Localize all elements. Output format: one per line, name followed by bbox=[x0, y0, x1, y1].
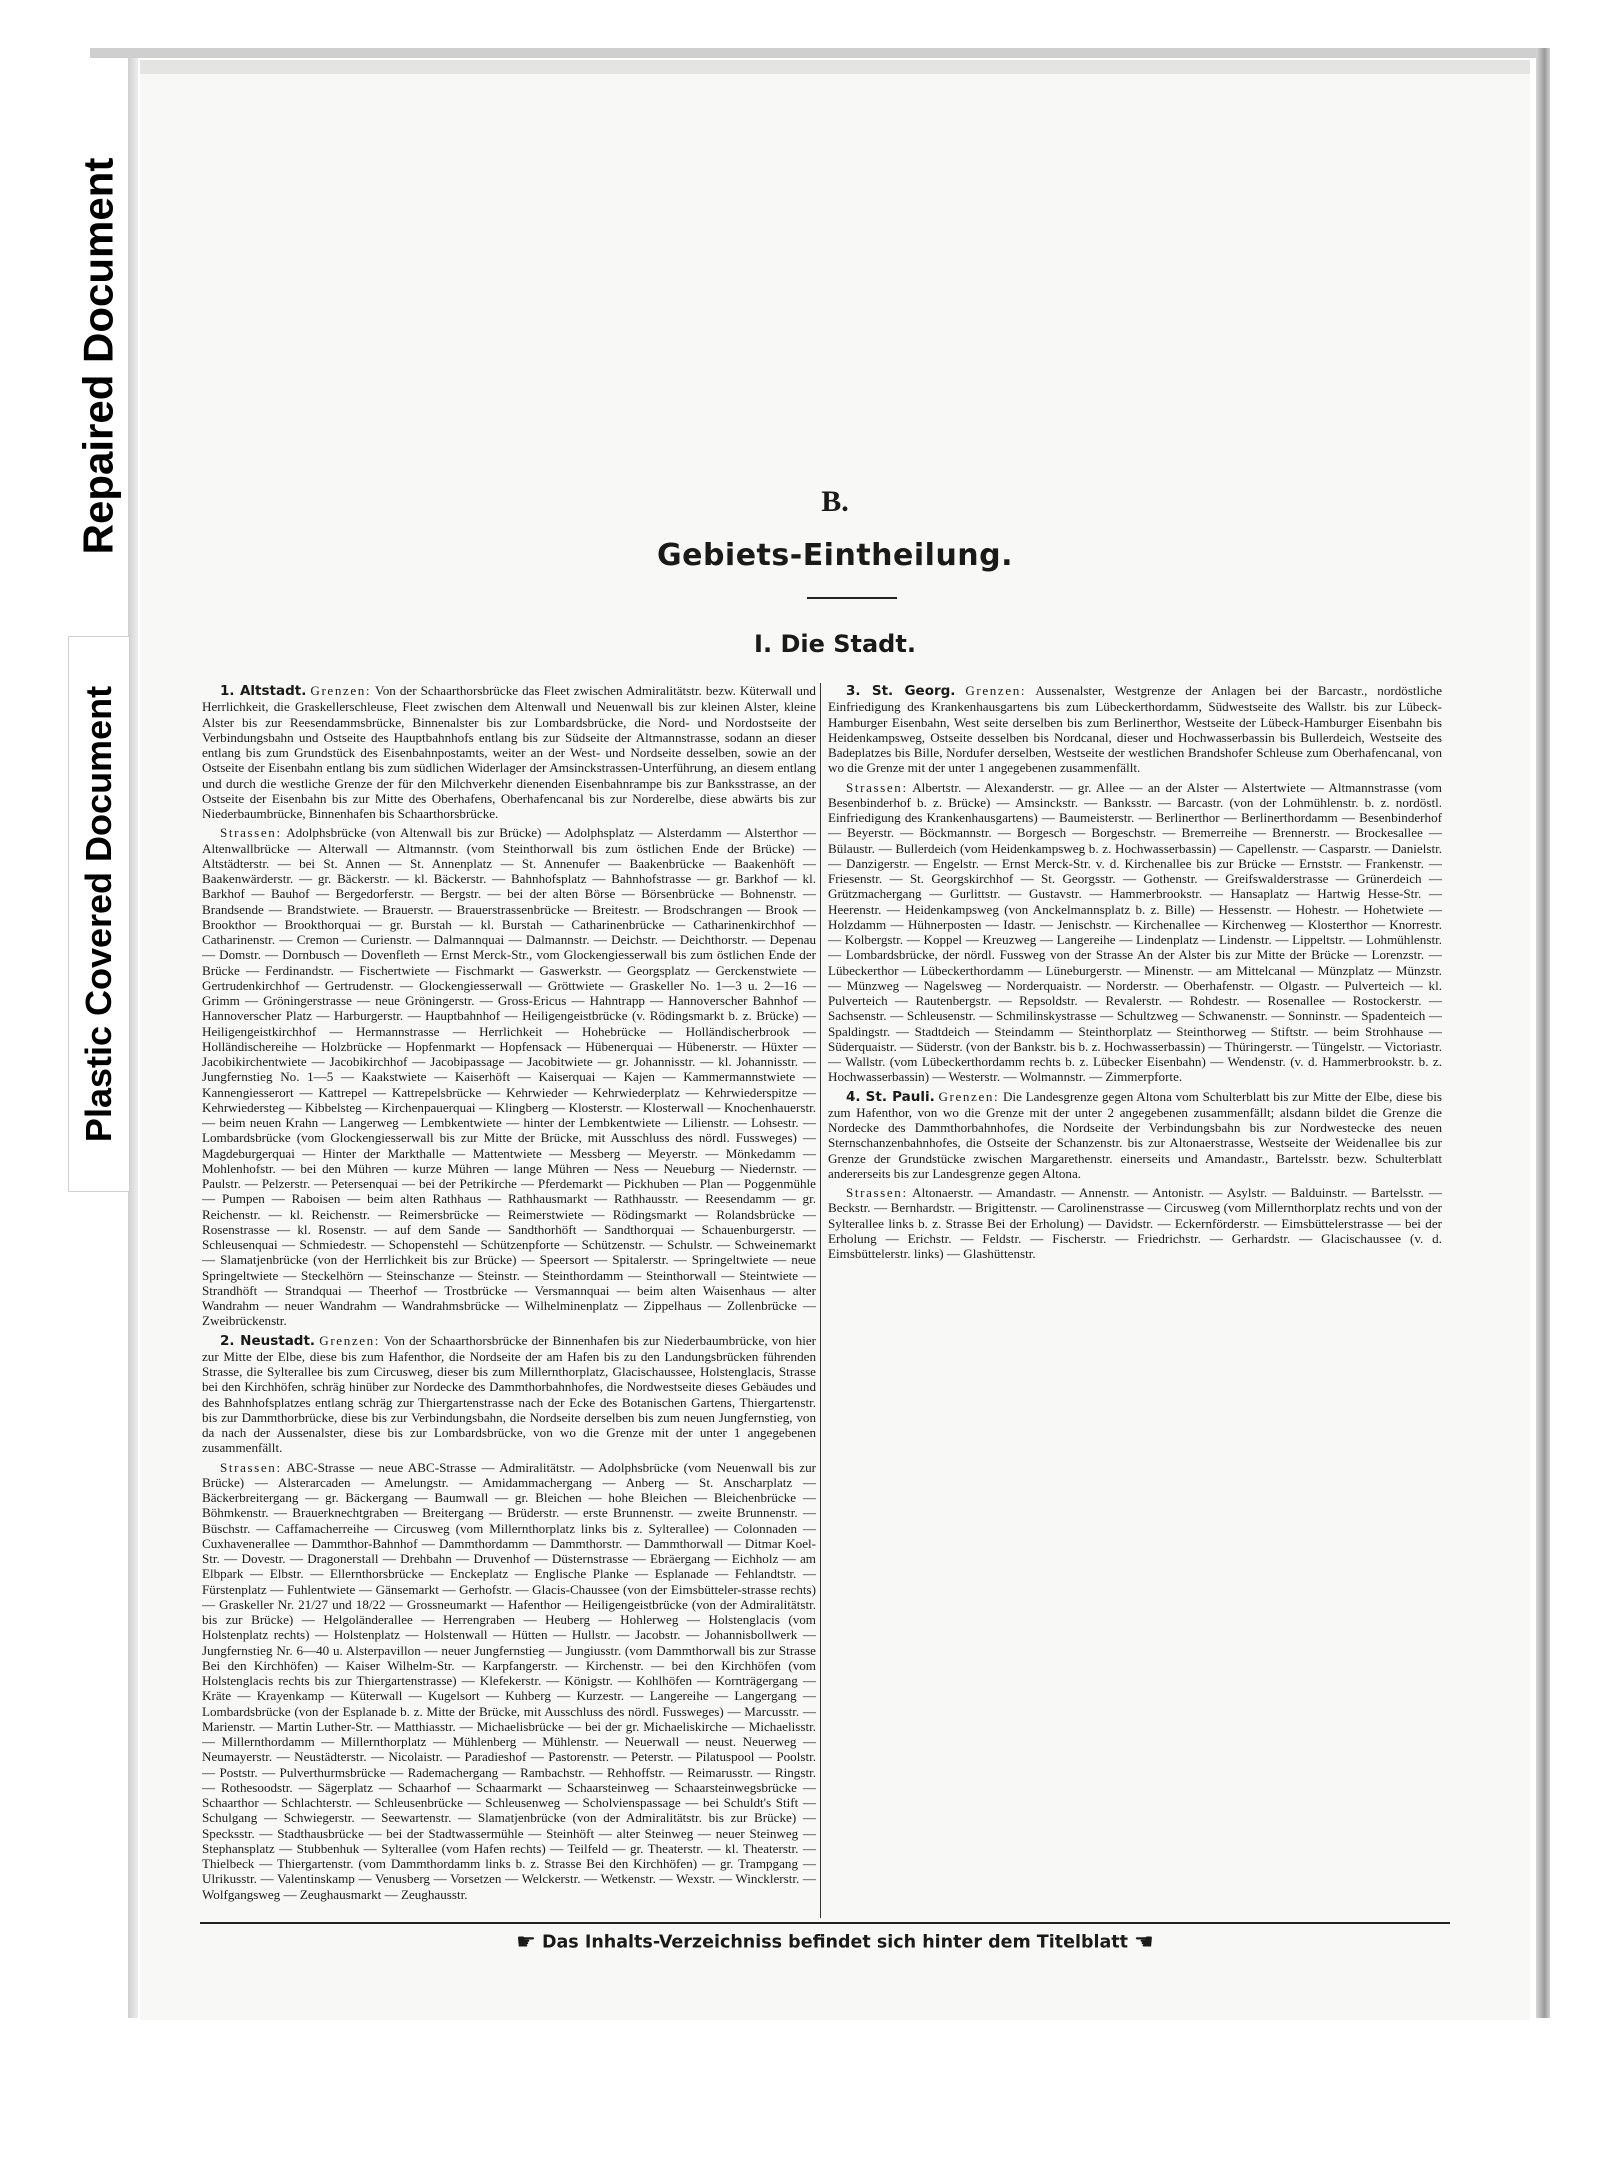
page-subtitle: I. Die Stadt. bbox=[754, 630, 916, 658]
page-title: Gebiets-Eintheilung. bbox=[656, 538, 1014, 573]
district-1-strassen-text: Adolphsbrücke (von Altenwall bis zur Brücke) — Adolphsplatz — Alsterdamm — Alsterthor — Altenwallbrücke — Alterwall — Altmannstr. (vom Steinthorwall bis zum östlichen Ende der Brücke) — Altstädterstr. — bei St. Annen — St. Annenplatz — St. Annenufer — Baakenbrücke — Baakenhöft — Baakenwärderstr. — gr. Bäckerstr. — kl. Bäckerstr. — Bahnhofsplatz — Bahnhofstrasse — gr. Barkhof — kl. Barkhof — Bauhof — Bergedorferstr. — Bergstr. — bei der alten Börse — Börsenbrücke — Bohnenstr. — Brandsende — Brandstwiete. — Brauerstr. — Brauerstrassenbrücke — Breitestr. — Brodschrangen — Brook — Brookthor — Brookthorquai — gr. Burstah — kl. Burstah — Catharinenbrücke — Catharinenkirchhof — Catharinenstr. — Cremon — Curienstr. — Dalmannquai — Dalmannstr. — Deichstr. — Deichthorstr. — Depenau — Domstr. — Dornbusch — Dovenfleth — Ernst Merck-Str., vom Glockengiesserwall bis zum östlichen Ende der Brücke — Ferdinandstr. — Fischertwiete — Fischmarkt — Gaswerkstr. — Georgsplatz — Gerckenstwiete — Gertrudenkirchhof — Gertrudenstr. — Glockengiesserwall — Gröttwiete — Graskeller No. 1—3 u. 2—16 — Grimm — Gröningerstrasse — neue Gröningerstr. — Gross-Ericus — Hahntrapp — Hannoverscher Bahnhof — Hannoverscher Platz — Harburgerstr. — Hauptbahnhof — Heiligengeistbrücke (v. Rödingsmarkt b. z. Brücke) — Heiligengeistkirchhof — Hermannstrasse — Herrlichkeit — Hohebrücke — Holländischerbrook — Holländischereihe — Holzbrücke — Hopfenmarkt — Hopfensack — Hübenerquai — Hübenerstr. — Hüxter — Jacobikirchentwiete — Jacobikirchhof — Jacobipassage — Jacobitwiete — gr. Johannisstr. — kl. Johannisstr. — Jungfernstieg No. 1—5 — Kaakstwiete — Kaiserhöft — Kaiserquai — Kajen — Kammermannstwiete — Kannengiesserort — Kattrepel — Kattrepelsbrücke — Kehrwieder — Kehrwiederplatz — Kehrwiederspitze — Kehrwiedersteg — Kibbelsteg — Kirchenpauerquai — Klingberg — Klosterstr. — Klosterwall — Knochenhauerstr. — beim neuen Krahn — Langerweg — Lembkentwiete — hinter der Lembkentwiete — Lilienstr. — Lohsestr. — Lombardsbrücke (vom Glockengiesserwall bis zur Mitte der Brücke, mit Ausschluss des nördl. Fussweges) — Magdeburgerquai — Hinter der Markthalle — Mattentwiete — Messberg — Meyerstr. — Mönkedamm — Mohlenhofstr. — bei den Mühren — kurze Mühren — lange Mühren — Ness — Neueburg — Niedernstr. — Paulstr. — Pelzerstr. — Petersenquai — bei der Petrikirche — Pferdemarkt — Pickhuben — Plan — Poggenmühle — Pumpen — Raboisen — beim alten Rathhaus — Rathhausmarkt — Rathhausstr. — Reesendamm — gr. Reichenstr. — kl. Reichenstr. — Reimersbrücke — Reimerstwiete — Rödingsmarkt — Rolandsbrücke — Rosenstrasse — kl. Rosenstr. — auf dem Sande — Sandthorhöft — Sandthorquai — Schauenburgerstr. — Schleusenquai — Schmiedestr. — Schopenstehl — Schützenpforte — Schützenstr. — Schulstr. — Schweinemarkt — Slamatjenbrücke (von der Herrlichkeit bis zur Brücke) — Speersort — Spitalerstr. — Springeltwiete — neue Springeltwiete — Steckelhörn — Steinschanze — Steinstr. — Steinthordamm — Steinthorwall — Steintwiete — Strandhöft — Strandquai — Theerhof — Trostbrücke — Versmannquai — beim alten Waisenhaus — alter Wandrahm — neuer Wandrahm — Wandrahmsbrücke — Wilhelminenplatz — Zippelhaus — Zollenbrücke — Zweibrückenstr. bbox=[202, 825, 816, 1329]
left-column bbox=[202, 683, 816, 1918]
repaired-document-text: Repaired Document bbox=[74, 157, 121, 555]
district-1-grenzen bbox=[202, 683, 816, 821]
district-2-grenzen-text: Von der Schaarthorsbrücke der Binnenhafen bis zur Niederbaumbrücke, von hier zur Mitte der Elbe, diese bis zum Hafenthor, die Nordseite der am Hafen bis zu den Landungsbrücken führenden Strasse, die Sylterallee bis zum Circusweg, dieser bis zum Millernthorplatz, Glacischaussee, Holstenglacis, Strasse bei den Kirchhöfen, schräg hinüber zur Nordecke des Dammthorbahnhofes, die Nordwestseite dieses Gebäudes und des Bahnhofsplatzes entlang schräg zur Thiergartenstrasse nach der Ecke des Botanischen Gartens, Thiergartenstr. bis zur Dammthorbrücke, diese bis zur Verbindungsbahn, die Nordseite derselben bis zum neuen Jungfernstieg, von da nach der Aussenalster, diese bis zur Lombardsbrücke, von wo die Grenze mit der unter 1 angegebenen zusammenfällt. bbox=[202, 1332, 816, 1456]
district-1-strassen-label: Strassen: bbox=[220, 825, 282, 841]
repaired-document-label bbox=[68, 96, 128, 616]
footer-note bbox=[140, 1930, 1530, 1955]
pointing-hand-icon: ☛ bbox=[516, 1930, 536, 1955]
footer-divider bbox=[200, 1922, 1450, 1924]
pointing-hand-left-icon: ☛ bbox=[1134, 1930, 1154, 1955]
plastic-covered-document-text: Plastic Covered Document bbox=[78, 685, 120, 1143]
district-2-strassen-text: ABC-Strasse — neue ABC-Strasse — Admiralitätstr. — Adolphsbrücke (vom Neuenwall bis zur Brücke) — Alsterarcaden — Amelungstr. — Amidammachergang — Anberg — St. Anscharplatz — Bäckerbreitergang — gr. Bäckergang — Baumwall — gr. Bleichen — hohe Bleichen — Bleichenbrücke — Böhmkenstr. — Brauerknechtgraben — Breitergang — Brüderstr. — erste Brunnenstr. — zweite Brunnenstr. — Büschstr. — Caffamacherreihe — Circusweg (vom Millernthorplatz links bis z. Sylterallee) — Colonnaden — Cuxhavenerallee — Dammthor-Bahnhof — Dammthordamm — Dammthorstr. — Dammthorwall — Ditmar Koel-Str. — Dovestr. — Dragonerstall — Drehbahn — Druvenhof — Düsternstrasse — Ebräergang — Eichholz — am Elbpark — Elbstr. — Ellernthorsbrücke — Enckeplatz — Englische Planke — Esplanade — Fehlandtstr. — Fürstenplatz — Fuhlentwiete — Gänsemarkt — Gerhofstr. — Glacis-Chaussee (von der Eimsbütteler-strasse rechts) — Graskeller Nr. 21/27 und 18/22 — Grossneumarkt — Hafenthor — Heiligengeistbrücke (von der Admiralitätstr. bis zur Brücke) — Helgoländerallee — Herrengraben — Heuberg — Hohlerweg — Holstenglacis (vom Holstenplatz rechts) — Holstenplatz — Holstenwall — Hütten — Hullstr. — Jacobstr. — Johannisbollwerk — Jungfernstieg Nr. 6—40 u. Alsterpavillon — neuer Jungfernstieg — Jungiusstr. (vom Dammthorwall bis zur Strasse Bei den Kirchhöfen) — Kaiser Wilhelm-Str. — Karpfangerstr. — Kirchenstr. — bei den Kirchhöfen (vom Holstenglacis rechts bis zur Thiergartenstrasse) — Klefekerstr. — Königstr. — Kohlhöfen — Kornträgergang — Kräte — Krayenkamp — Küterwall — Kugelsort — Kuhberg — Kurzestr. — Langereihe — Langergang — Lombardsbrücke (von der Esplanade b. z. Mitte der Brücke, mit Ausschluss des nördl. Fussweges) — Marcusstr. — Marienstr. — Martin Luther-Str. — Matthiasstr. — Michaelisbrücke — bei der gr. Michaeliskirche — Michaelisstr. — Millernthordamm — Millernthorplatz — Mühlenberg — Mühlenstr. — Neuerwall — neust. Neuerweg — Neumayerstr. — Neustädterstr. — Nicolaistr. — Paradieshof — Pastorenstr. — Peterstr. — Pilatuspool — Poolstr. — Poststr. — Pulverthurmsbrücke — Rademachergang — Rambachstr. — Rehhoffstr. — Reimarusstr. — Ringstr. — Rothesoodstr. — Sägerplatz — Schaarhof — Schaarmarkt — Schaarsteinweg — Schaarsteinwegsbrücke — Schaarthor — Schlachterstr. — Schleusenbrücke — Schleusenweg — Scholvienspassage — bei Schuldt's Stift — Schulgang — Schwiegerstr. — Seewartenstr. — Slamatjenbrücke (von der Admiralitätstr. bis zur Brücke) — Specksstr. — Stadthausbrücke — bei der Stadtwassermühle — Steinhöft — alter Steinweg — neuer Steinweg — Stephansplatz — Stubbenhuk — Sylterallee (vom Hafen rechts) — Teilfeld — gr. Theaterstr. — kl. Theaterstr. — Thielbeck — Thiergartenstr. (vom Dammthordamm links b. z. Strasse Bei den Kirchhöfen) — gr. Trampgang — Ulrikusstr. — Valentinskamp — Venusberg — Vorsetzen — Welckerstr. — Wetkenstr. — Wexstr. — Wincklerstr. — Wolfgangsweg — Zeughausmarkt — Zeughausstr. bbox=[202, 1459, 816, 1902]
district-2-strassen bbox=[202, 1460, 816, 1902]
district-3-grenzen-label: Grenzen: bbox=[965, 683, 1027, 698]
footer-text: Das Inhalts-Verzeichniss befindet sich hinter dem Titelblatt bbox=[541, 1932, 1129, 1953]
district-3-strassen-label: Strassen: bbox=[846, 779, 908, 795]
district-4-title: 4. St. Pauli. bbox=[846, 1088, 935, 1105]
column-divider bbox=[820, 683, 821, 1918]
district-2-grenzen-label: Grenzen: bbox=[319, 1332, 381, 1348]
district-2-strassen-label: Strassen: bbox=[220, 1459, 282, 1475]
title-divider bbox=[807, 597, 897, 599]
district-3-strassen-text: Albertstr. — Alexanderstr. — gr. Allee — an der Alster — Alstertwiete — Altmannstrasse (vom Besenbinderhof b. z. Brücke) — Amsinckstr. — Banksstr. — Barcastr. (von der Lohmühlenstr. b. z. nordöstl. Einfriedigung des Krankenhausgartens) — Baumeisterstr. — Berlinerthor — Berlinerthordamm — Besenbinderhof — Beyerstr. — Böckmannstr. — Borgesch — Borgeschstr. — Bremerreihe — Brennerstr. — Brockesallee — Bülaustr. — Bullerdeich (vom Heidenkampsweg b. z. Hochwasserbassin) — Capellenstr. — Casparstr. — Danielstr. — Danzigerstr. — Engelstr. — Ernst Merck-Str. v. d. Kirchenallee bis zur Brücke — Ernststr. — Frankenstr. — Friesenstr. — St. Georgskirchhof — St. Georgsstr. — Gothenstr. — Greifswalderstrasse — Grünerdeich — Grützmachergang — Gurlittstr. — Gustavstr. — Hammerbrookstr. — Hansaplatz — Hartwig Hesse-Str. — Heerenstr. — Heidenkampsweg (von Anckelmannsplatz b. z. Bille) — Hessenstr. — Hohestr. — Hohetwiete — Holzdamm — Hühnerposten — Idastr. — Jenischstr. — Kirchenallee — Kirchenweg — Klosterthor — Knorrestr. — Kolbergstr. — Koppel — Kreuzweg — Langereihe — Lindenplatz — Lindenstr. — Lippeltstr. — Lohmühlenstr. — Lombardsbrücke, der nördl. Fussweg von der Strasse An der Alster bis zur Mitte der Brücke — Lorenzstr. — Lübeckerthor — Lübeckerthordamm — Lüneburgerstr. — Minenstr. — am Mittelcanal — Münzplatz — Münzstr. — Münzweg — Nagelsweg — Norderquaistr. — Norderstr. — Oberhafenstr. — Olgastr. — Pulverteich — kl. Pulverteich — Rautenbergstr. — Repsoldstr. — Revalerstr. — Rohdestr. — Rosenallee — Rostockerstr. — Sachsenstr. — Schleusenstr. — Schmilinskystrasse — Schultzweg — Schwanenstr. — Sonninstr. — Spadenteich — Spaldingstr. — Stadtdeich — Steindamm — Steinthorplatz — Steinthorweg — Stiftstr. — beim Strohhause — Süderquaistr. — Süderstr. (von der Bankstr. bis b. z. Hochwasserbassin) — Thüringerstr. — Tüngelstr. — Victoriastr. — Wallstr. (vom Lübeckerthordamm rechts b. z. Lübecker Eisenbahn) — Wendenstr. (v. d. Hammerbrookstr. b. z. Hochwasserbassin) — Westerstr. — Wolmannstr. — Zimmerpforte. bbox=[828, 779, 1442, 1085]
page-top-strip bbox=[140, 60, 1530, 74]
district-4-grenzen-text: Die Landesgrenze gegen Altona vom Schulterblatt bis zur Mitte der Elbe, diese bis zum Hafenthor, von wo die Grenze mit der unter 2 angegebenen zusammenfällt; alsdann bildet die Grenze die Nordecke des Dammthorbahnhofes, die Nordseite der Verbindungsbahn bis zur Nordwestecke des neuen Sternschanzenbahnhofes, die Ostseite der Schanzenstr. bis zur Altonaerstrasse, Westseite der Weidenallee bis zur Grenze der Grundstücke zwischen Margarethenstr. einerseits und Amandastr., Bartelsstr. bezw. Schulterblatt andererseits bis zur Landesgrenze gegen Altona. bbox=[828, 1088, 1442, 1181]
district-3-grenzen-text: Aussenalster, Westgrenze der Anlagen bei der Barcastr., nordöstliche Einfriedigung des Krankenhausgartens bis zum Lübeckerthordamm, Südwestseite des Wallstr. bis zur Lübeck-Hamburger Eisenbahn, West seite derselben bis zum Berlinerthor, Westseite der Lübeck-Hamburger Eisenbahn bis Heidenkampsweg, Ostseite desselben bis Nordcanal, dieser und Hochwasserbassin bis Bullerdeich, Westseite des Badeplatzes bis Bille, Nordufer derselben, Westseite der westlichen Brandshofer Schleuse zum Oberhafencanal, von wo die Grenze mit der unter 1 angegebenen zusammenfällt. bbox=[828, 683, 1442, 776]
district-3-title: 3. St. Georg. bbox=[846, 683, 956, 699]
district-2-grenzen bbox=[202, 1333, 816, 1456]
scan-shadow-top bbox=[90, 48, 1550, 58]
district-4-strassen bbox=[828, 1185, 1442, 1261]
district-3-strassen bbox=[828, 780, 1442, 1085]
scanned-page bbox=[140, 60, 1530, 2020]
district-1-grenzen-text: Von der Schaarthorsbrücke das Fleet zwischen Admiralitätstr. bezw. Küterwall und Herrlichkeit, die Graskellerschleuse, Fleet zwischen dem Altenwall und Neuenwall bis zur kleinen Alster, kleine Alster bis zur Reesendammsbrücke, Binnenalster bis zur Lombardsbrücke, die Nord- und Nordostseite der Verbindungsbahn und Ostseite des Hauptbahnhofs entlang bis zur Südseite der Altmannstrasse, sodann an dieser entlang bis zum Grundstück des Eisenbahnpostamts, weiter an der West- und Nordseite desselben, sowie an der Ostseite der Eisenbahn entlang bis zum südlichen Widerlager der Amsinckstrassen-Unterführung, an diesem entlang und durch die westliche Grenze der für den Milchverkehr dienenden Eisenbahnrampe bis zur Banksstrasse, an der Ostseite der Eisenbahn bis zur Mitte des Oberhafens, Oberhafencanal bis zur Norderelbe, diese abwärts bis zur Niederbaumbrücke, Binnenhafen bis Schaarthorsbrücke. bbox=[202, 683, 816, 821]
district-4-strassen-label: Strassen: bbox=[846, 1185, 908, 1200]
right-column bbox=[828, 683, 1442, 1918]
district-4-grenzen-label: Grenzen: bbox=[938, 1088, 1000, 1104]
district-4-strassen-text: Altonaerstr. — Amandastr. — Annenstr. — Antonistr. — Asylstr. — Balduinstr. — Bartelsstr. — Beckstr. — Bernhardstr. — Brigittenstr. — Carolinenstrasse — Circusweg (vom Millernthorplatz rechts und von der Sylterallee links b. z. Strasse Bei der Erholung) — Davidstr. — Eckernförderstr. — Eimsbüttelerstrasse — bei der Erholung — Erichstr. — Feldstr. — Fischerstr. — Friedrichstr. — Gerhardstr. — Glacischaussee (v. d. Eimsbüttelerstr. links) — Glashüttenstr. bbox=[828, 1185, 1442, 1261]
scan-shadow-right bbox=[1536, 48, 1550, 2018]
plastic-covered-document-label bbox=[68, 636, 130, 1192]
district-3-grenzen bbox=[828, 683, 1442, 776]
district-1-title: 1. Altstadt. bbox=[220, 683, 307, 699]
section-letter: B. bbox=[821, 485, 849, 518]
district-2-title: 2. Neustadt. bbox=[220, 1332, 316, 1349]
district-1-grenzen-label: Grenzen: bbox=[310, 683, 372, 698]
district-1-strassen bbox=[202, 825, 816, 1328]
district-4-grenzen bbox=[828, 1089, 1442, 1182]
